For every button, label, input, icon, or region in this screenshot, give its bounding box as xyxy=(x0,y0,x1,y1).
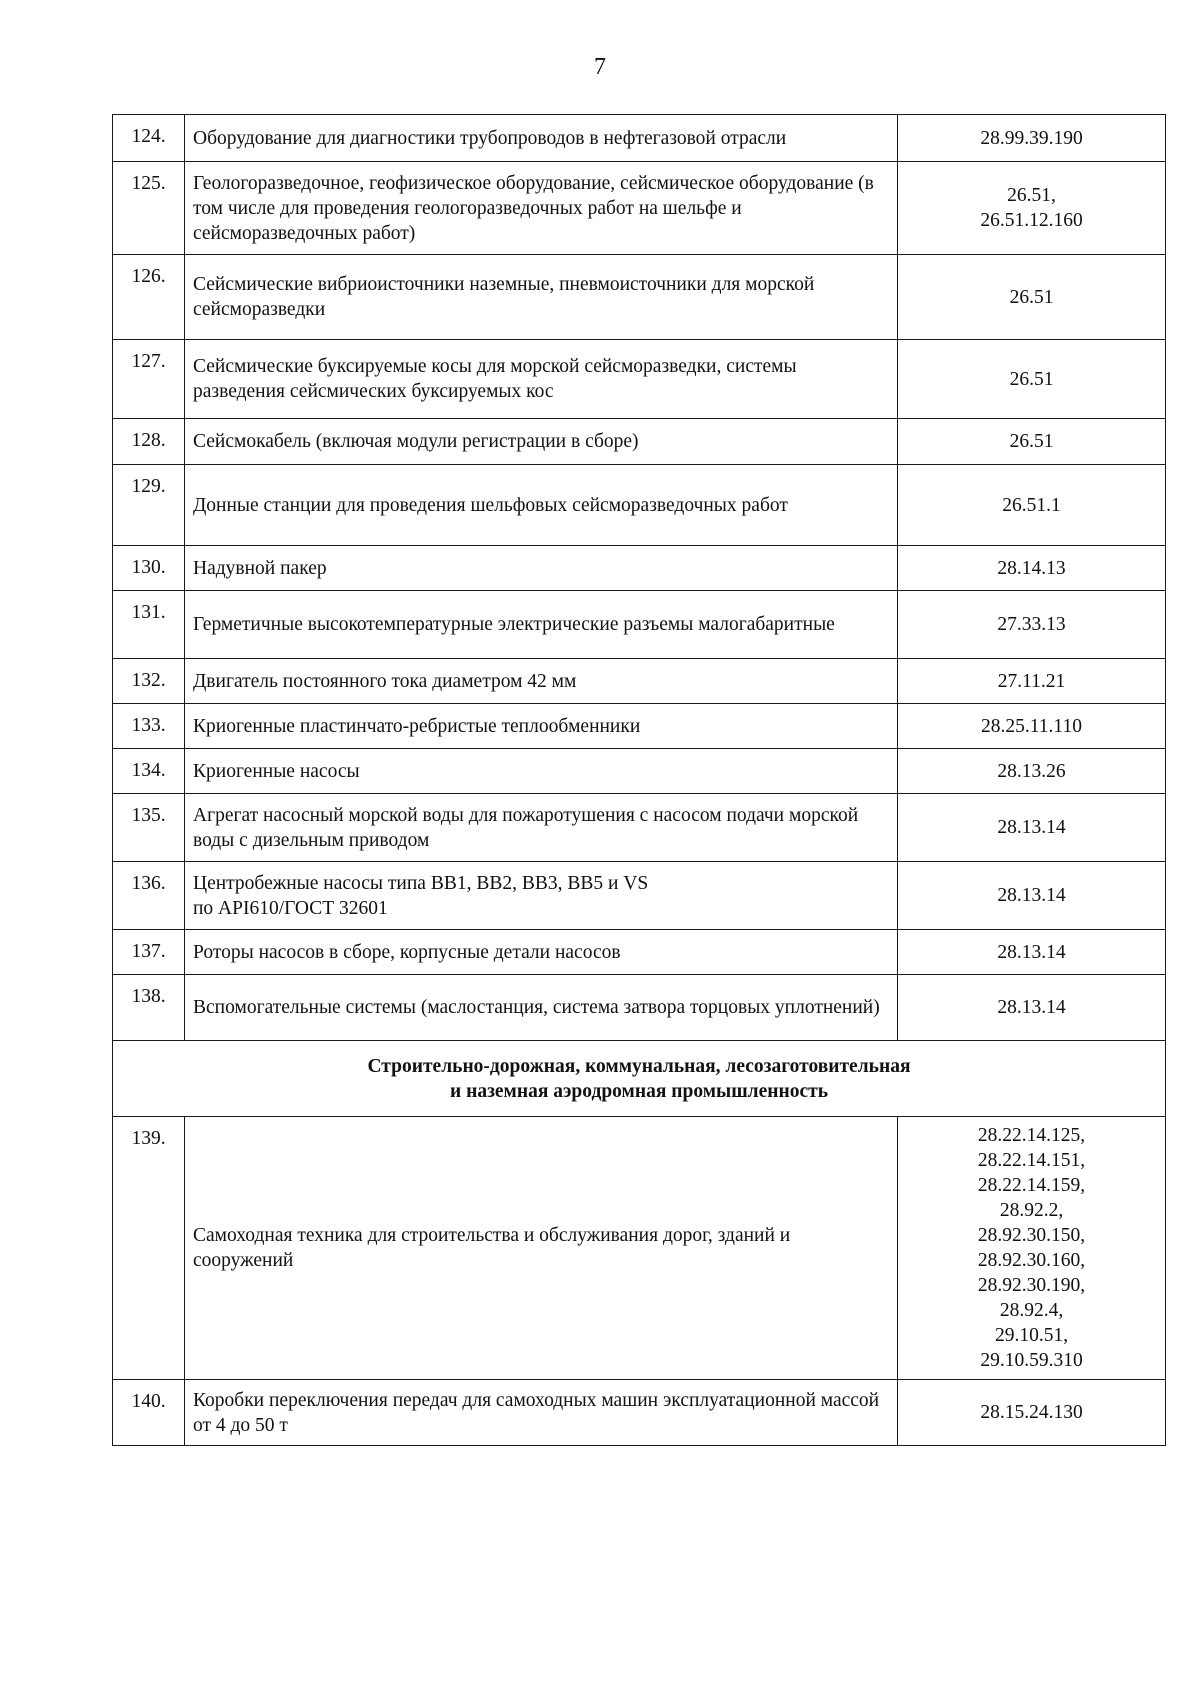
row-codes xyxy=(898,465,1166,546)
row-number: 137. xyxy=(113,930,185,975)
row-name: Герметичные высокотемпературные электрические разъемы малогабаритные xyxy=(185,591,898,659)
section-heading-row xyxy=(113,1041,1166,1117)
table-section xyxy=(113,1041,1166,1117)
row-number: 131. xyxy=(113,591,185,659)
row-codes xyxy=(898,591,1166,659)
row-number: 125. xyxy=(113,162,185,255)
row-codes xyxy=(898,115,1166,162)
row-name: Оборудование для диагностики трубопроводов в нефтегазовой отрасли xyxy=(185,115,898,162)
row-number: 128. xyxy=(113,419,185,465)
table-row xyxy=(113,1380,1166,1446)
okpd-code: 26.51 xyxy=(1009,431,1054,452)
row-name-line: по API610/ГОСТ 32601 xyxy=(193,897,388,919)
row-name: Геологоразведочное, геофизическое оборудование, сейсмическое оборудование (в том числе для проведения геологоразведочных работ на шельфе и сейсморазведочных работ) xyxy=(185,162,898,255)
okpd-code: 28.13.14 xyxy=(997,817,1066,838)
table-row xyxy=(113,862,1166,930)
row-name: Надувной пакер xyxy=(185,546,898,591)
section-heading-line-2: и наземная аэродромная промышленность xyxy=(449,1080,829,1102)
table-row xyxy=(113,465,1166,546)
okpd-code: 26.51 xyxy=(1009,286,1054,308)
row-number: 124. xyxy=(113,115,185,162)
row-name: Самоходная техника для строительства и обслуживания дорог, зданий и сооружений xyxy=(185,1117,898,1380)
okpd-code: 28.99.39.190 xyxy=(980,127,1083,149)
row-codes xyxy=(898,1117,1166,1380)
table-row xyxy=(113,749,1166,794)
okpd-code: 29.10.51, xyxy=(994,1325,1069,1346)
okpd-code: 27.11.21 xyxy=(997,670,1066,692)
row-codes xyxy=(898,1380,1166,1446)
table-row xyxy=(113,704,1166,749)
row-name: Сейсмические вибриоисточники наземные, пневмоисточники для морской сейсморазведки xyxy=(185,255,898,340)
row-number: 139. xyxy=(113,1117,185,1380)
row-codes xyxy=(898,162,1166,255)
okpd-code: 28.22.14.159, xyxy=(977,1175,1086,1196)
table-body-b xyxy=(113,1117,1166,1446)
row-codes xyxy=(898,704,1166,749)
row-number: 134. xyxy=(113,749,185,794)
okpd-code: 26.51.12.160 xyxy=(980,210,1083,231)
table-row xyxy=(113,546,1166,591)
row-codes xyxy=(898,659,1166,704)
equipment-table xyxy=(112,114,1166,1446)
okpd-code: 28.92.2, xyxy=(999,1200,1064,1221)
table-row xyxy=(113,115,1166,162)
table-row xyxy=(113,419,1166,465)
okpd-code: 26.51 xyxy=(1009,368,1054,390)
page-number: 7 xyxy=(594,54,606,80)
okpd-code: 28.15.24.130 xyxy=(980,1402,1083,1423)
row-name: Вспомогательные системы (маслостанция, система затвора торцовых уплотнений) xyxy=(185,975,898,1041)
row-name: Криогенные насосы xyxy=(185,749,898,794)
row-number: 126. xyxy=(113,255,185,340)
okpd-code: 28.13.14 xyxy=(997,885,1066,906)
row-codes xyxy=(898,862,1166,930)
okpd-code: 26.51, xyxy=(1007,185,1056,206)
row-codes xyxy=(898,975,1166,1041)
table-row xyxy=(113,340,1166,419)
table-row xyxy=(113,1117,1166,1380)
row-name-line: Центробежные насосы типа ВВ1, ВВ2, ВВ3, ВВ5 и VS xyxy=(193,872,649,894)
row-number: 127. xyxy=(113,340,185,419)
row-codes xyxy=(898,930,1166,975)
row-number: 133. xyxy=(113,704,185,749)
row-codes xyxy=(898,749,1166,794)
row-name xyxy=(185,862,898,930)
row-codes xyxy=(898,794,1166,862)
table-row xyxy=(113,794,1166,862)
table-row xyxy=(113,162,1166,255)
row-name: Роторы насосов в сборе, корпусные детали насосов xyxy=(185,930,898,975)
okpd-code: 28.25.11.110 xyxy=(981,715,1082,737)
okpd-code: 26.51.1 xyxy=(1002,494,1061,516)
row-codes xyxy=(898,419,1166,465)
row-name: Криогенные пластинчато-ребристые теплообменники xyxy=(185,704,898,749)
okpd-code: 28.13.14 xyxy=(997,941,1066,963)
table-body-a xyxy=(113,115,1166,1041)
okpd-code: 28.92.4, xyxy=(999,1300,1064,1321)
okpd-code: 28.22.14.151, xyxy=(977,1150,1086,1171)
okpd-code: 28.92.30.150, xyxy=(977,1225,1086,1246)
row-number: 129. xyxy=(113,465,185,546)
table-row xyxy=(113,255,1166,340)
row-number: 140. xyxy=(113,1380,185,1446)
table-row xyxy=(113,930,1166,975)
table-row xyxy=(113,659,1166,704)
row-number: 138. xyxy=(113,975,185,1041)
okpd-code: 27.33.13 xyxy=(997,614,1066,635)
row-number: 136. xyxy=(113,862,185,930)
row-number: 135. xyxy=(113,794,185,862)
row-name: Донные станции для проведения шельфовых сейсморазведочных работ xyxy=(185,465,898,546)
row-number: 130. xyxy=(113,546,185,591)
okpd-code: 29.10.59.310 xyxy=(980,1350,1083,1371)
okpd-code: 28.92.30.160, xyxy=(977,1250,1086,1271)
row-name: Двигатель постоянного тока диаметром 42 мм xyxy=(185,659,898,704)
row-number: 132. xyxy=(113,659,185,704)
row-codes xyxy=(898,546,1166,591)
row-name: Сейсмокабель (включая модули регистрации в сборе) xyxy=(185,419,898,465)
okpd-code: 28.92.30.190, xyxy=(977,1275,1086,1296)
row-name: Сейсмические буксируемые косы для морской сейсморазведки, системы разведения сейсмических буксируемых кос xyxy=(185,340,898,419)
okpd-code: 28.13.14 xyxy=(997,997,1066,1018)
table-row xyxy=(113,591,1166,659)
section-heading xyxy=(113,1041,1166,1117)
row-codes xyxy=(898,255,1166,340)
okpd-code: 28.22.14.125, xyxy=(977,1125,1086,1146)
row-name: Коробки переключения передач для самоходных машин эксплуатационной массой от 4 до 50 т xyxy=(185,1380,898,1446)
table-row xyxy=(113,975,1166,1041)
row-name: Агрегат насосный морской воды для пожаротушения с насосом подачи морской воды с дизельным приводом xyxy=(185,794,898,862)
row-codes xyxy=(898,340,1166,419)
okpd-code: 28.13.26 xyxy=(997,760,1066,782)
okpd-code: 28.14.13 xyxy=(997,557,1066,579)
section-heading-line-1: Строительно-дорожная, коммунальная, лесозаготовительная xyxy=(367,1055,911,1077)
